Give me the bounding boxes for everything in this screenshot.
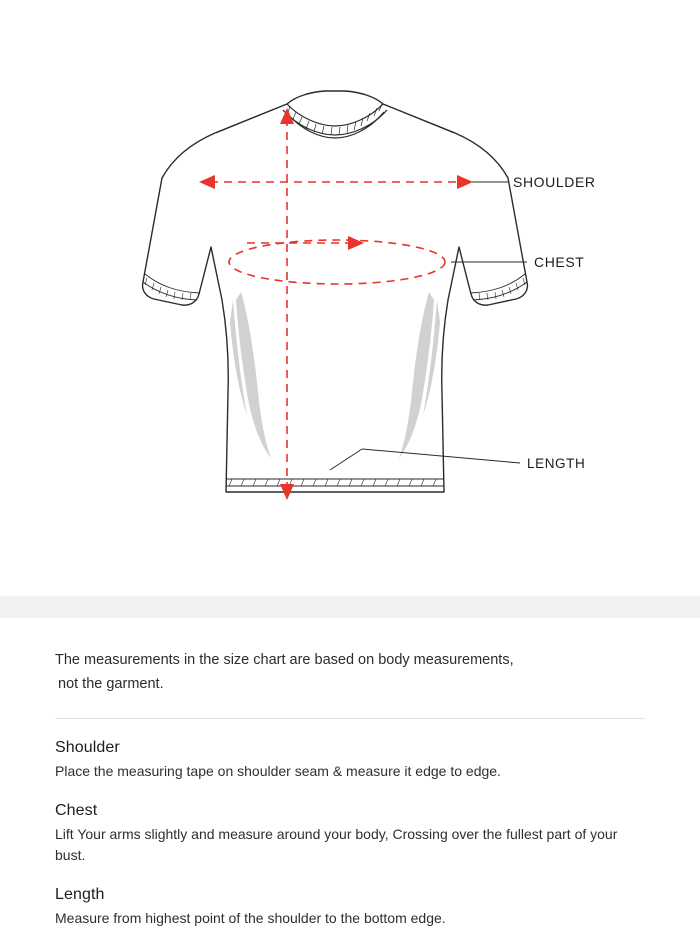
intro-line-2: not the garment. <box>58 676 164 692</box>
label-length: LENGTH <box>527 456 586 471</box>
instruction-chest-body: Lift Your arms slightly and measure around your body, Crossing over the fullest part of your bust. <box>55 826 618 863</box>
tshirt-outline <box>143 91 528 492</box>
instruction-chest-title: Chest <box>55 802 98 819</box>
intro-line-1: The measurements in the size chart are based on body measurements, <box>55 652 514 668</box>
instruction-shoulder-title: Shoulder <box>55 739 120 756</box>
instruction-length-body: Measure from highest point of the shoulder to the bottom edge. <box>55 910 446 926</box>
instruction-length-title: Length <box>55 886 105 903</box>
intro-text <box>0 618 700 696</box>
measurement-instructions <box>0 618 700 929</box>
instruction-chest <box>0 802 700 866</box>
instruction-shoulder <box>0 739 700 782</box>
label-chest: CHEST <box>534 254 585 270</box>
intro-divider <box>55 718 645 719</box>
instruction-shoulder-body: Place the measuring tape on shoulder seam & measure it edge to edge. <box>55 763 501 779</box>
label-shoulder: SHOULDER <box>513 174 596 190</box>
instruction-length <box>0 886 700 929</box>
section-divider-band <box>0 596 700 618</box>
